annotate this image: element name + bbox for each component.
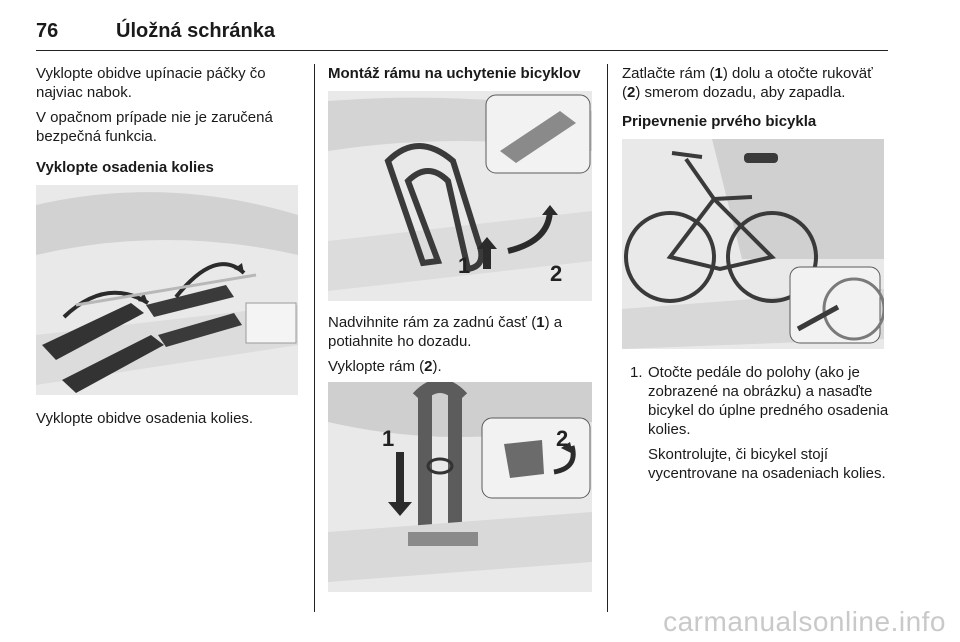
paragraph-push-frame: Zatlačte rám (1) dolu a otočte rukoväť (2) smerom dozadu, aby zapadla. — [622, 65, 873, 101]
figure-label-1: 1 — [458, 253, 471, 278]
column-divider-2 — [607, 64, 608, 612]
figure-fold-frame — [328, 382, 592, 592]
figure-wheel-holders — [36, 185, 298, 395]
figure-lift-frame — [328, 91, 592, 301]
column-2 — [328, 64, 592, 606]
watermark: carmanualsonline.info — [663, 606, 946, 637]
paragraph-levers: Vyklopte obidve upínacie páčky čo najviac nabok. — [36, 65, 266, 101]
heading-first-bicycle: Pripevnenie prvého bicykla — [622, 113, 817, 130]
column-divider-1 — [314, 64, 315, 612]
column-3 — [622, 64, 890, 483]
paragraph-lift-frame: Nadvihnite rám za zadnú časť (1) a potiahnite ho dozadu. — [328, 314, 563, 350]
heading-frame-mount: Montáž rámu na uchytenie bicyklov — [328, 65, 581, 82]
paragraph-wheel-holders: Vyklopte obidve osadenia kolies. — [36, 410, 254, 427]
figure-label-2: 2 — [550, 261, 563, 286]
header-divider — [36, 50, 888, 51]
paragraph-fold-frame: Vyklopte rám (2). — [328, 358, 442, 375]
instruction-list — [622, 363, 890, 483]
heading-wheel-holders: Vyklopte osadenia kolies — [36, 159, 214, 176]
paragraph-warning: V opačnom prípade nie je zaručená bezpečná funkcia. — [36, 109, 273, 145]
figure-label-2: 2 — [556, 426, 569, 451]
page-header — [36, 20, 888, 50]
column-1 — [36, 64, 304, 434]
figure-label-1: 1 — [382, 426, 395, 451]
figure-first-bicycle — [622, 139, 884, 349]
list-item: 1. Otočte pedále do polohy (ako je zobrazené na obrázku) a nasaďte bicykel do úplne predného osadenia kolies. Skontrolujte, či bicykel stojí vycentrovane na osadeniach kolies. — [630, 364, 889, 482]
page-number: 76 — [36, 20, 59, 42]
chapter-title: Úložná schránka — [116, 20, 275, 42]
